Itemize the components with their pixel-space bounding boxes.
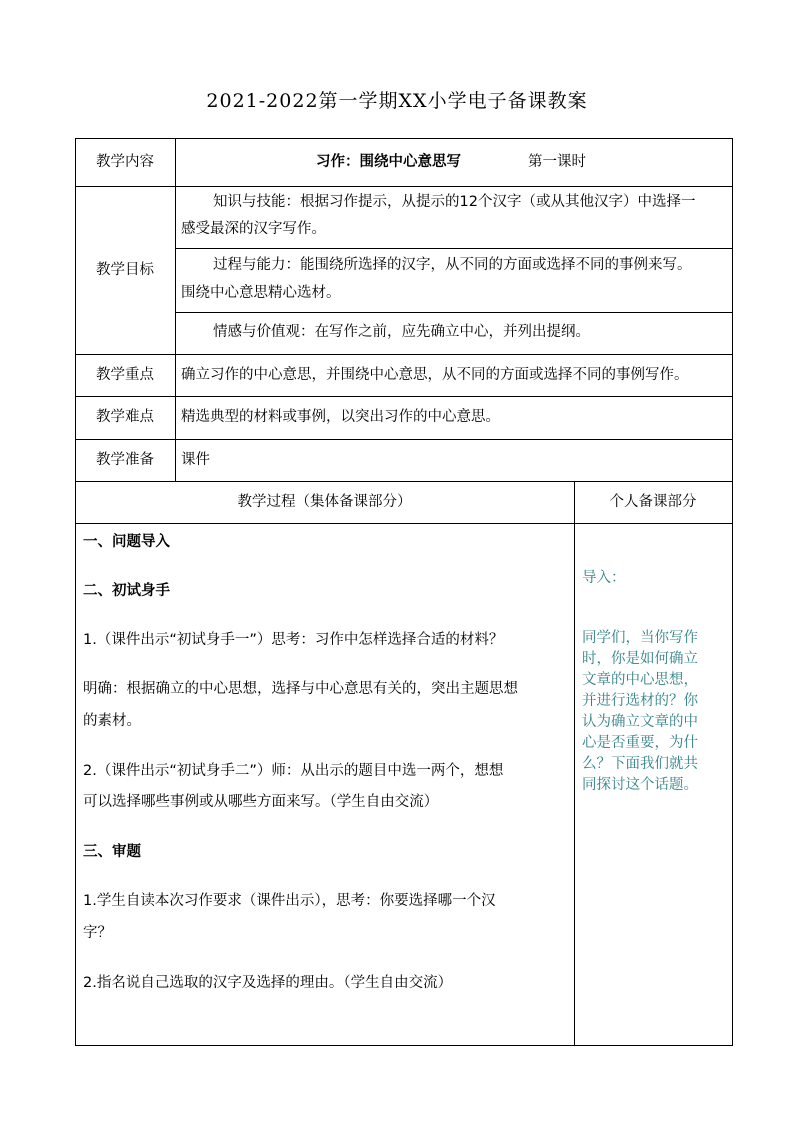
key-label: 教学重点 — [96, 367, 154, 383]
row-divider — [75, 439, 733, 440]
goal-knowledge-line2: 感受最深的汉字写作。 — [181, 221, 326, 237]
side-note-line: 心是否重要，为什 — [582, 735, 698, 751]
side-note-line: 文章的中心思想， — [582, 672, 698, 688]
row-divider — [75, 523, 733, 524]
side-column-divider — [574, 481, 575, 1046]
trial-answer-line1: 明确：根据确立的中心思想，选择与中心意思有关的，突出主题思想 — [83, 681, 518, 697]
side-note-line: 同学们，当你写作 — [582, 630, 698, 646]
table-border-bottom — [75, 1045, 733, 1046]
side-note — [582, 628, 722, 796]
side-header: 个人备课部分 — [609, 494, 697, 510]
goal-process-line2: 围绕中心意思精心选材。 — [181, 285, 341, 301]
key-cell — [176, 354, 732, 396]
trial-item-1: 1.（课件出示“初试身手一”）思考：习作中怎样选择合适的材料？ — [83, 632, 504, 648]
section-review-heading: 三、审题 — [83, 844, 141, 860]
side-note-line: 时，你是如何确立 — [582, 651, 698, 667]
row-divider — [75, 481, 733, 482]
goal-label: 教学目标 — [96, 262, 154, 278]
key-text: 确立习作的中心意思，并围绕中心意思，从不同的方面或选择不同的事例写作。 — [181, 367, 689, 383]
goal-cell — [176, 186, 732, 354]
goal-emotion: 情感与价值观：在写作之前，应先确立中心，并列出提纲。 — [213, 324, 590, 340]
section-intro-heading: 一、问题导入 — [83, 534, 170, 550]
review-item-1-line1: 1.学生自读本次习作要求（课件出示），思考：你要选择哪一个汉 — [83, 893, 496, 909]
side-note-line: 么？下面我们就共 — [582, 756, 698, 772]
side-note-line: 并进行选材的？你 — [582, 693, 698, 709]
table-border-right — [732, 138, 733, 1046]
goal-process-line1: 过程与能力：能围绕所选择的汉字，从不同的方面或选择不同的事例来写。 — [213, 257, 692, 273]
lesson-period: 第一课时 — [528, 154, 586, 170]
prep-text: 课件 — [181, 452, 210, 468]
side-note-line: 同探讨这个话题。 — [582, 777, 698, 793]
lesson-title: 习作：围绕中心意思写 — [316, 154, 461, 170]
difficulty-label: 教学难点 — [96, 409, 154, 425]
process-header: 教学过程（集体备课部分） — [237, 494, 412, 510]
review-item-2: 2.指名说自己选取的汉字及选择的理由。（学生自由交流） — [83, 975, 453, 991]
difficulty-text: 精选典型的材料或事例，以突出习作的中心意思。 — [181, 409, 500, 425]
review-item-1-line2: 字？ — [83, 925, 112, 941]
section-trial-heading: 二、初试身手 — [83, 583, 170, 599]
side-note-line: 认为确立文章的中 — [582, 714, 698, 730]
goal-knowledge-line1: 知识与技能：根据习作提示，从提示的12个汉字（或从其他汉字）中选择一 — [213, 194, 696, 210]
row-divider — [75, 396, 733, 397]
content-label: 教学内容 — [96, 154, 154, 170]
trial-item-2-line2: 可以选择哪些事例或从哪些方面来写。（学生自由交流） — [83, 794, 439, 810]
trial-answer-line2: 的素材。 — [83, 713, 141, 729]
page-title: 2021-2022第一学期XX小学电子备课教案 — [206, 90, 588, 112]
trial-item-2-line1: 2.（课件出示“初试身手二”）师：从出示的题目中选一两个，想想 — [83, 763, 504, 779]
prep-label: 教学准备 — [96, 452, 154, 468]
table-border-top — [75, 138, 733, 139]
side-intro-label: 导入： — [582, 570, 626, 586]
